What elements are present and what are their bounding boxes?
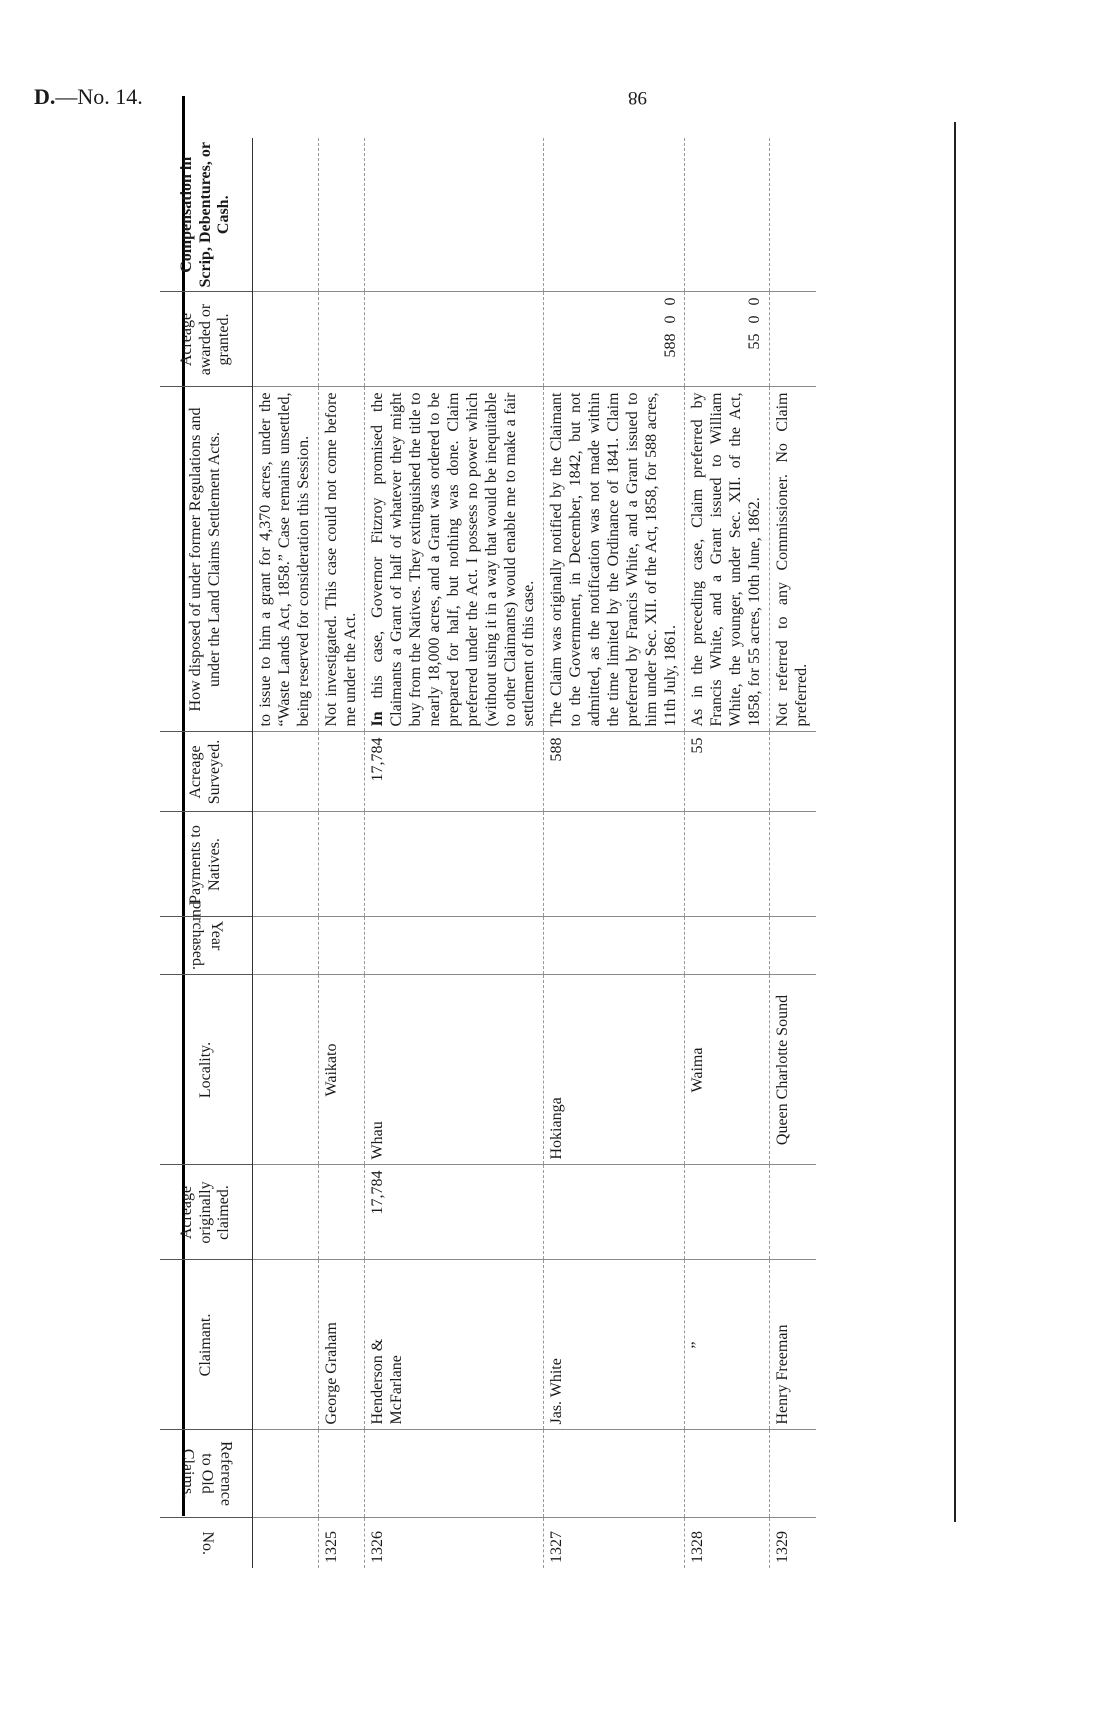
cell-no: 1326 xyxy=(365,1518,544,1568)
cell-payments xyxy=(769,812,815,917)
header-compensation: Compensation in Scrip, Debentures, or Cash. xyxy=(160,138,253,292)
disposal-lead-word: In xyxy=(369,711,387,727)
cell-claimant xyxy=(253,1260,319,1430)
cell-claimant: ” xyxy=(685,1260,770,1430)
cell-no: 1327 xyxy=(544,1518,685,1568)
cell-compensation xyxy=(544,138,685,292)
cell-reference xyxy=(365,1430,544,1518)
cell-acreage-claimed xyxy=(685,1165,770,1260)
awarded-acres: 55 xyxy=(746,333,763,350)
cell-compensation xyxy=(365,138,544,292)
cell-disposal: to issue to him a grant for 4,370 acres, under the “Waste Lands Act, 1858.” Case remains unsettled, being reserved for consideration this Session. xyxy=(253,387,319,732)
cell-acreage-claimed xyxy=(769,1165,815,1260)
cell-disposal: Not investigated. This case could not come before me under the Act. xyxy=(318,387,365,732)
cell-year xyxy=(544,917,685,975)
cell-reference xyxy=(253,1430,319,1518)
cell-acreage-claimed: 17,784 xyxy=(365,1165,544,1260)
cell-acreage-claimed xyxy=(318,1165,365,1260)
cell-disposal xyxy=(365,387,544,732)
cell-no: 1328 xyxy=(685,1518,770,1568)
header-disposal: How disposed of under former Regulations and under the Land Claims Settlement Acts. xyxy=(160,387,253,732)
table-row xyxy=(365,138,544,1568)
cell-reference xyxy=(318,1430,365,1518)
cell-acreage-claimed xyxy=(253,1165,319,1260)
table-row xyxy=(253,138,319,1568)
cell-compensation xyxy=(253,138,319,292)
header-locality: Locality. xyxy=(160,975,253,1165)
cell-awarded xyxy=(769,292,815,387)
table-row xyxy=(544,138,685,1568)
cell-compensation xyxy=(769,138,815,292)
awarded-perches: 0 xyxy=(746,297,763,306)
header-year: Year purchased. xyxy=(160,917,253,975)
header-no: No. xyxy=(160,1518,253,1568)
cell-compensation xyxy=(685,138,770,292)
awarded-acres: 588 xyxy=(661,333,679,358)
cell-disposal: Not referred to any Commissioner. No Claim preferred. xyxy=(769,387,815,732)
cell-payments xyxy=(365,812,544,917)
cell-claimant: Henry Freeman xyxy=(769,1260,815,1430)
cell-year xyxy=(318,917,365,975)
awarded-roods: 0 xyxy=(661,315,679,324)
cell-locality: Whau xyxy=(365,975,544,1165)
cell-payments xyxy=(544,812,685,917)
cell-surveyed xyxy=(769,732,815,812)
cell-locality xyxy=(253,975,319,1165)
cell-payments xyxy=(318,812,365,917)
cell-payments xyxy=(253,812,319,917)
awarded-perches: 0 xyxy=(661,297,679,306)
cell-awarded xyxy=(544,292,685,387)
cell-year xyxy=(253,917,319,975)
cell-year xyxy=(769,917,815,975)
cell-compensation xyxy=(318,138,365,292)
header-awarded: Acreage awarded or granted. xyxy=(160,292,253,387)
cell-awarded xyxy=(253,292,319,387)
cell-reference xyxy=(769,1430,815,1518)
page-number: 98 xyxy=(628,87,647,108)
cell-locality: Waikato xyxy=(318,975,365,1165)
cell-no xyxy=(253,1518,319,1568)
cell-reference xyxy=(685,1430,770,1518)
cell-surveyed xyxy=(318,732,365,812)
cell-locality: Queen Charlotte Sound xyxy=(769,975,815,1165)
awarded-roods: 0 xyxy=(746,315,763,324)
header-surveyed: Acreage Surveyed. xyxy=(160,732,253,812)
cell-claimant: George Graham xyxy=(318,1260,365,1430)
document-reference xyxy=(34,84,143,110)
cell-surveyed: 55 xyxy=(685,732,770,812)
header-reference: Reference to Old Claims. xyxy=(160,1430,253,1518)
cell-acreage-claimed xyxy=(544,1165,685,1260)
cell-locality: Hokianga xyxy=(544,975,685,1165)
cell-awarded xyxy=(365,292,544,387)
header-payments: Payments to Natives. xyxy=(160,812,253,917)
document-series: D. xyxy=(34,84,56,109)
cell-reference xyxy=(544,1430,685,1518)
cell-surveyed: 17,784 xyxy=(365,732,544,812)
table-header-row xyxy=(160,138,253,1568)
table-row xyxy=(318,138,365,1568)
cell-disposal: The Claim was originally notified by the Claimant to the Government, in December, 1842, but not admitted, as the notification was not made within the time limited by the Ordinance of 1841. Claim preferred by Francis White, and a Grant issued to him under Sec. XII. of the Act, 1858, for 588 acres, 11th July, 1861. xyxy=(544,387,685,732)
land-claims-table xyxy=(160,138,816,1568)
page-header xyxy=(0,84,1114,114)
cell-surveyed: 588 xyxy=(544,732,685,812)
document-number: —No. 14. xyxy=(55,84,143,109)
cell-payments xyxy=(685,812,770,917)
table-row xyxy=(685,138,770,1568)
cell-year xyxy=(685,917,770,975)
cell-claimant: Jas. White xyxy=(544,1260,685,1430)
cell-awarded xyxy=(318,292,365,387)
rotated-table-frame xyxy=(160,138,1065,1568)
header-acreage-claimed: Acreage originally claimed. xyxy=(160,1165,253,1260)
cell-locality: Waima xyxy=(685,975,770,1165)
cell-year xyxy=(365,917,544,975)
cell-no: 1325 xyxy=(318,1518,365,1568)
cell-no: 1329 xyxy=(769,1518,815,1568)
cell-surveyed xyxy=(253,732,319,812)
cell-disposal: As in the preceding case, Claim preferred by Francis White, and a Grant issued to William White, the younger, under Sec. XII. of the Act, 1858, for 55 acres, 10th June, 1862. xyxy=(685,387,770,732)
table-row xyxy=(769,138,815,1568)
disposal-text: this case, Governor Fitzroy promised the Claimants a Grant of half of whatever they might buy from the Natives. They extinguished the title to nearly 18,000 acres, and a Grant was ordered to be prepared for half, but nothing was done. Claim preferred under the Act. I possess no power which (without using it in a way that would be inequitable to other Claimants) would enable me to make a fair settlement of this case. xyxy=(369,392,538,727)
cell-awarded xyxy=(685,292,770,387)
header-claimant: Claimant. xyxy=(160,1260,253,1430)
cell-claimant: Henderson & McFarlane xyxy=(365,1260,544,1430)
